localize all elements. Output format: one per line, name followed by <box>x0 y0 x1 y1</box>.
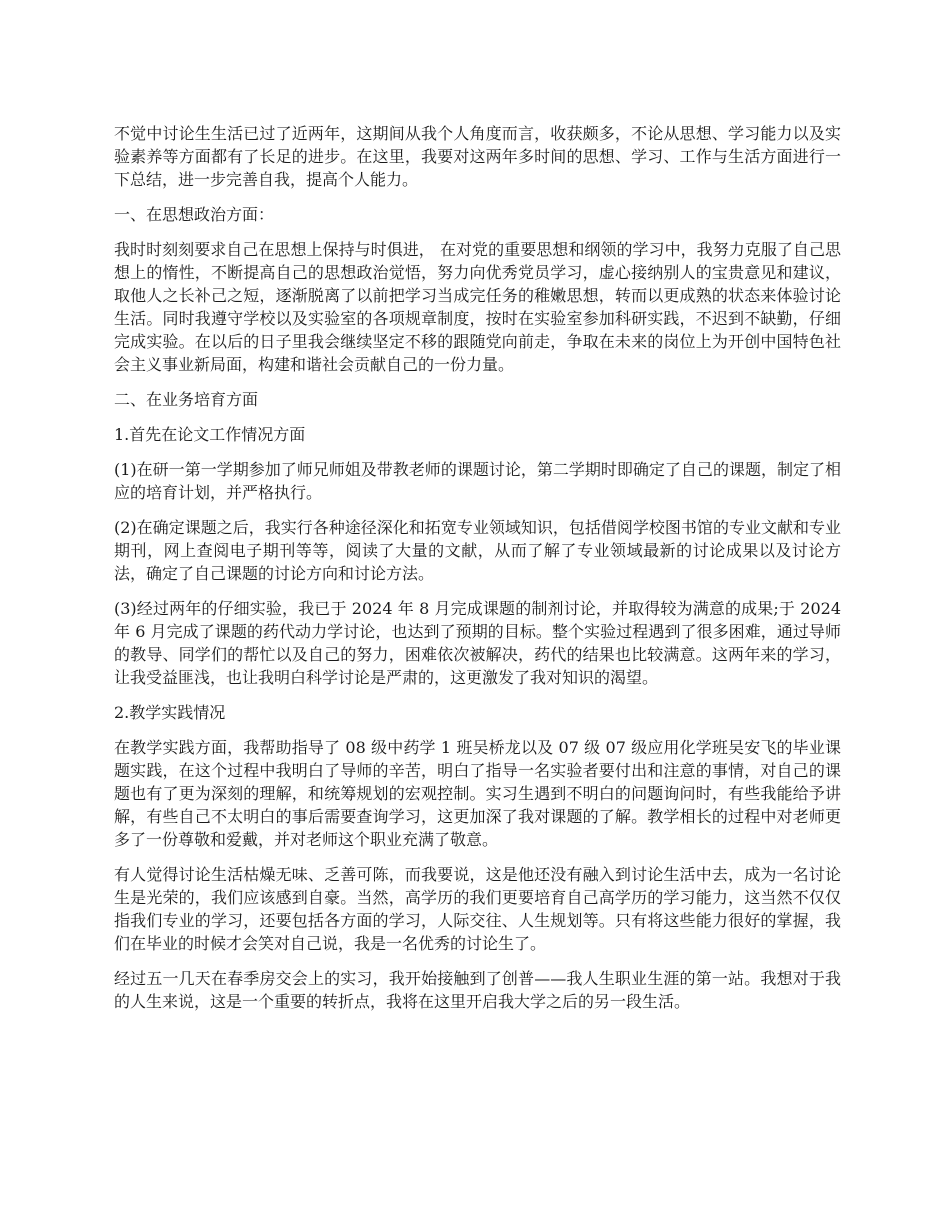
thesis-item-1: (1)在研一第一学期参加了师兄师姐及带教老师的课题讨论，第二学期时即确定了自己的课题，制定了相应的培育计划，并严格执行。 <box>114 460 841 502</box>
reflection-paragraph: 有人觉得讨论生活枯燥无味、乏善可陈，而我要说，这是他还没有融入到讨论生活中去，成为一名讨论生是光荣的，我们应该感到自豪。当然，高学历的我们更要培育自己高学历的学习能力，这当然不仅仅指我们专业的学习，还要包括各方面的学习，人际交往、人生规划等。只有将这些能力很好的掌握，我们在毕业的时候才会笑对自己说，我是一名优秀的讨论生了。 <box>114 865 841 953</box>
politics-paragraph: 我时时刻刻要求自己在思想上保持与时俱进， 在对党的重要思想和纲领的学习中，我努力克服了自己思想上的惰性，不断提高自己的思想政治觉悟，努力向优秀党员学习，虚心接纳别人的宝贵意见和建议，取他人之长补己之短，逐渐脱离了以前把学习当成完任务的稚嫩思想，转而以更成熟的状态来体验讨论生活。同时我遵守学校以及实验室的各项规章制度，按时在实验室参加科研实践，不迟到不缺勤，仔细完成实验。在以后的日子里我会继续坚定不移的跟随党向前走，争取在未来的岗位上为开创中国特色社会主义事业新局面，构建和谐社会贡献自己的一份力量。 <box>114 240 841 374</box>
thesis-item-2: (2)在确定课题之后，我实行各种途径深化和拓宽专业领域知识，包括借阅学校图书馆的专业文献和专业期刊，网上查阅电子期刊等等，阅读了大量的文献，从而了解了专业领域最新的讨论成果以及讨论方法，确定了自己课题的讨论方向和讨论方法。 <box>114 518 841 583</box>
teaching-paragraph: 在教学实践方面，我帮助指导了 08 级中药学 1 班吴桥龙以及 07 级 07 级应用化学班吴安飞的毕业课题实践，在这个过程中我明白了导师的辛苦，明白了指导一名实验者要付出和注意的事情，对自己的课题也有了更为深刻的理解，和统筹规划的宏观控制。实习生遇到不明白的问题询问时，有些我能给予讲解，有些自己不太明白的事后需要查询学习，这更加深了我对课题的了解。教学相长的过程中对老师更多了一份尊敬和爱戴，并对老师这个职业充满了敬意。 <box>114 738 841 849</box>
closing-paragraph: 经过五一几天在春季房交会上的实习，我开始接触到了创普——我人生职业生涯的第一站。我想对于我的人生来说，这是一个重要的转折点，我将在这里开启我大学之后的另一段生活。 <box>114 969 841 1011</box>
subheading-teaching-practice: 2.教学实践情况 <box>114 703 226 722</box>
document-page <box>114 122 841 1025</box>
thesis-item-3: (3)经过两年的仔细实验，我已于 2024 年 8 月完成课题的制剂讨论，并取得较为满意的成果;于 2024 年 6 月完成了课题的药代动力学讨论，也达到了预期的目标。整个实验过程遇到了很多困难，通过导师的教导、同学们的帮忙以及自己的努力，困难依次被解决，药代的结果也比较满意。这两年来的学习，让我受益匪浅，也让我明白科学讨论是严肃的，这更激发了我对知识的渴望。 <box>114 599 841 687</box>
section-heading-politics: 一、在思想政治方面： <box>114 205 275 224</box>
section-heading-training: 二、在业务培育方面 <box>114 390 259 409</box>
intro-paragraph: 不觉中讨论生生活已过了近两年，这期间从我个人角度而言，收获颇多，不论从思想、学习能力以及实验素养等方面都有了长足的进步。在这里，我要对这两年多时间的思想、学习、工作与生活方面进行一下总结，进一步完善自我，提高个人能力。 <box>114 124 841 189</box>
subheading-thesis-work: 1.首先在论文工作情况方面 <box>114 425 306 444</box>
